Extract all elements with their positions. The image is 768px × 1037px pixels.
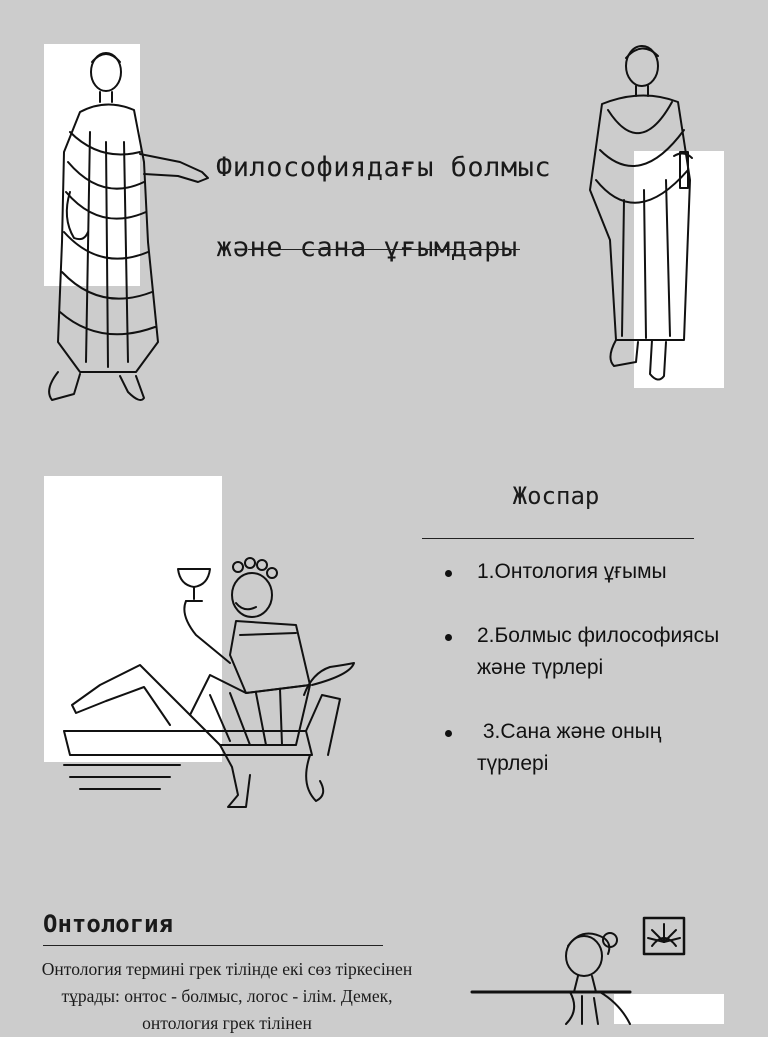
ontology-heading: Онтология [43,910,174,938]
title-divider [248,249,520,250]
woman-bust-illustration [470,920,670,1024]
plan-divider [422,538,694,539]
sunrise-icon [642,916,686,956]
toga-figure-left-illustration [40,42,220,412]
ontology-divider [43,945,383,946]
plan-item: 2.Болмыс философиясы және түрлері [440,620,730,684]
reclining-figure-illustration [60,555,360,815]
page-title [216,108,596,268]
ontology-paragraph: Онтология термині грек тілінде екі сөз тіркесінен тұрады: онтос - болмыс, логос - ілім. Демек, онтология грек тілінен [41,959,413,1033]
title-line-2: және сана ұғымдары [216,232,518,263]
plan-heading: Жоспар [512,482,600,510]
plan-list [440,556,730,812]
toga-figure-right-illustration [580,40,720,390]
plan-item: 1.Онтология ұғымы [440,556,730,588]
plan-item: 3.Сана және оның түрлері [440,716,730,780]
title-line-1: Философиядағы болмыс [216,152,552,183]
